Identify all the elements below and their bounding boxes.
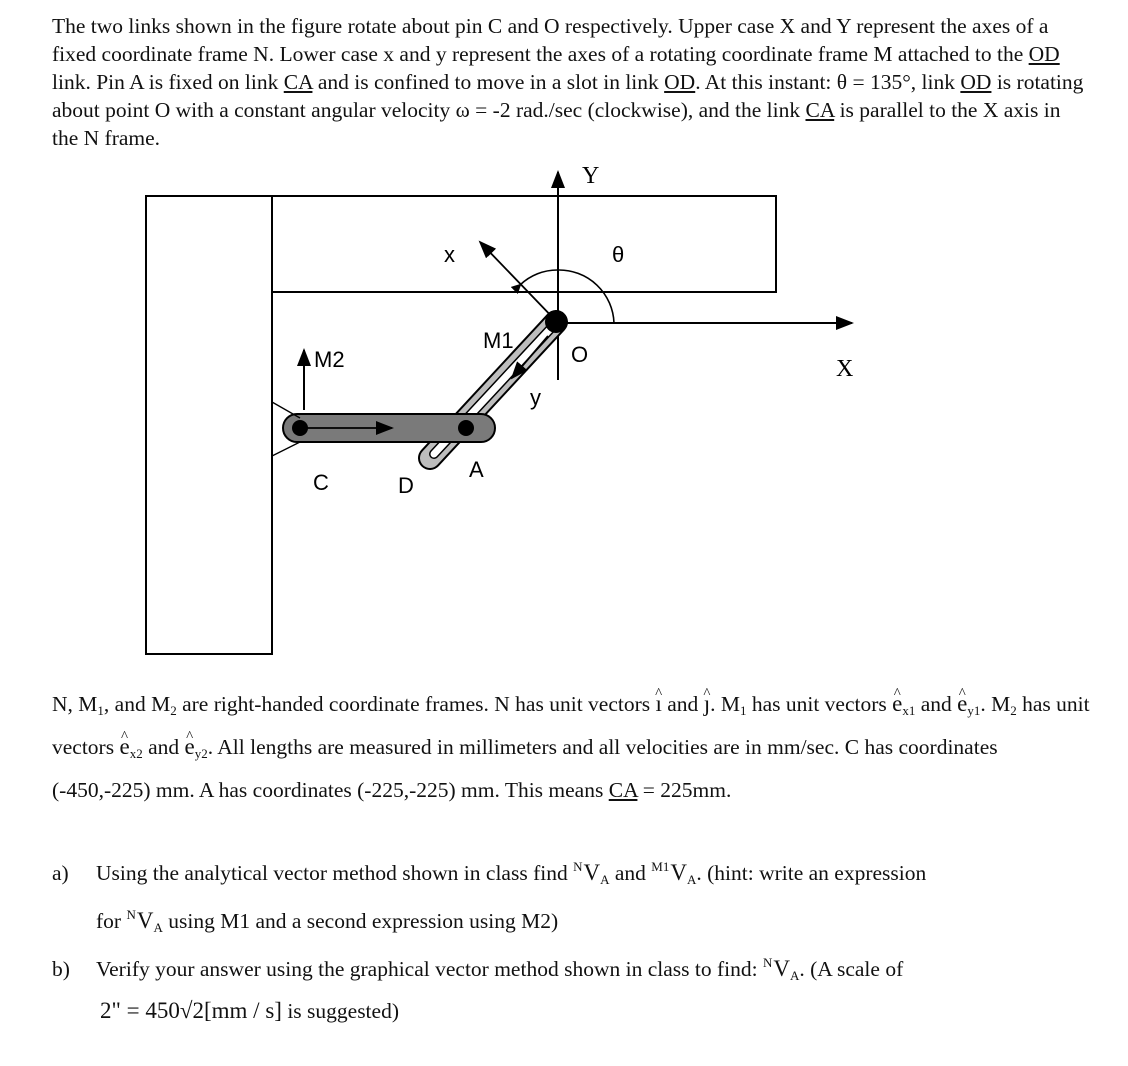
unit-vector-e: ^ e	[119, 729, 129, 765]
unit-vector-e: ^ e	[184, 729, 194, 765]
question-a-cont	[96, 900, 1086, 943]
frame-superscript: M1	[651, 859, 670, 874]
subscript: 2	[1010, 703, 1017, 718]
question-text: Using the analytical vector method shown in class find	[96, 861, 574, 885]
A-label: A	[469, 457, 484, 482]
D-label: D	[398, 473, 414, 498]
subscript: 1	[97, 703, 104, 718]
x-axis-rotating	[480, 242, 558, 323]
M2-label: M2	[314, 347, 345, 372]
y-axis-rotating-label: y	[530, 385, 541, 410]
od-link-ref: OD	[960, 70, 992, 94]
velocity-symbol: V	[136, 908, 154, 933]
intro-text: . At this instant: θ = 135°, link	[695, 70, 961, 94]
subscript: A	[153, 920, 163, 935]
ca-link-ref: CA	[608, 778, 638, 802]
ca-link-ref: CA	[805, 98, 835, 122]
frames-text: and	[915, 692, 958, 716]
frames-text: has unit vectors	[746, 692, 893, 716]
intro-text: is rotating about point O with a constant angular velocity ω = -2 rad./sec (clockwise), and the link	[52, 70, 1084, 122]
question-text: and	[609, 861, 652, 885]
od-link-ref: OD	[664, 70, 696, 94]
x-axis-rotating-label: x	[444, 242, 455, 267]
question-b-label: b)	[52, 957, 70, 981]
C-label: C	[313, 470, 329, 495]
C-support	[272, 402, 300, 418]
question-text: . (hint: write an expression	[696, 861, 927, 885]
od-link-ref: OD	[1028, 42, 1060, 66]
O-label: O	[571, 342, 589, 367]
frames-text: . All lengths are measured in millimeters and all velocities are in mm/sec. C has coordinates (-450,-225) mm. A has coordinates (-225,-225) mm. This means	[52, 735, 998, 802]
subscript: x1	[902, 703, 916, 718]
velocity-symbol: V	[670, 860, 687, 885]
question-text: is suggested)	[281, 999, 399, 1023]
frames-description	[52, 686, 1092, 808]
ground-upper-block	[272, 196, 776, 292]
subscript: A	[686, 872, 697, 887]
frames-text: are right-handed coordinate frames. N has unit vectors	[176, 692, 656, 716]
unit-vector-e: ^ e	[957, 686, 967, 722]
ca-link-ref: CA	[283, 70, 313, 94]
subscript: y1	[967, 703, 981, 718]
frames-text: N, M	[52, 692, 98, 716]
intro-text: The two links shown in the figure rotate about pin C and O respectively. Upper case X and Y represent the axes of a fixed coordinate frame N. Lower case x and y represent the axes of a rotating coordinate frame M attached to the	[52, 14, 1049, 66]
question-b	[52, 948, 1092, 991]
subscript: A	[789, 968, 800, 983]
question-text: Verify your answer using the graphical vector method shown in class to find:	[96, 957, 763, 981]
frames-text: . M	[980, 692, 1011, 716]
frames-text: and	[142, 735, 185, 759]
subscript: y2	[194, 746, 208, 761]
subscript: A	[600, 872, 610, 887]
pin-A	[458, 420, 474, 436]
frames-text: and	[661, 692, 704, 716]
theta-arc	[558, 270, 614, 323]
frames-text: = 225mm.	[637, 778, 732, 802]
velocity-symbol: V	[583, 860, 601, 885]
scale-expression: 2" = 450√2[mm / s]	[100, 998, 282, 1023]
frame-superscript: N	[126, 907, 136, 922]
X-axis-label: X	[836, 356, 854, 382]
question-a-label: a)	[52, 861, 69, 885]
ground-left-block	[146, 196, 272, 654]
unit-vector-j: ^ ȷ	[704, 686, 710, 722]
question-a	[52, 852, 1092, 895]
M1-label: M1	[483, 328, 514, 353]
problem-statement	[52, 12, 1092, 152]
theta-arc-inner	[520, 270, 558, 285]
subscript: 2	[170, 703, 177, 718]
subscript: x2	[129, 746, 143, 761]
frames-text: , and M	[103, 692, 171, 716]
frame-superscript: N	[762, 955, 773, 970]
velocity-symbol: V	[773, 956, 790, 981]
theta-label: θ	[612, 242, 625, 267]
intro-text: is parallel to the X axis in the N frame.	[52, 98, 1061, 150]
C-support	[272, 442, 300, 456]
intro-text: and is confined to move in a slot in link	[312, 70, 665, 94]
unit-vector-e: ^ e	[892, 686, 902, 722]
subscript: 1	[739, 703, 747, 718]
frame-superscript: N	[573, 859, 583, 874]
unit-vector-i: ^ ı	[656, 686, 662, 722]
question-text: . (A scale of	[799, 957, 904, 981]
mechanism-figure	[0, 160, 1128, 660]
frames-text: . M	[710, 692, 740, 716]
intro-text: link. Pin A is fixed on link	[52, 70, 284, 94]
question-text: for	[96, 909, 127, 933]
pin-O	[545, 311, 567, 333]
question-text: using M1 and a second expression using M2)	[162, 909, 559, 933]
Y-axis-label: Y	[582, 163, 600, 189]
question-b-cont	[100, 996, 1090, 1026]
frames-text: has unit vectors	[52, 692, 1090, 759]
